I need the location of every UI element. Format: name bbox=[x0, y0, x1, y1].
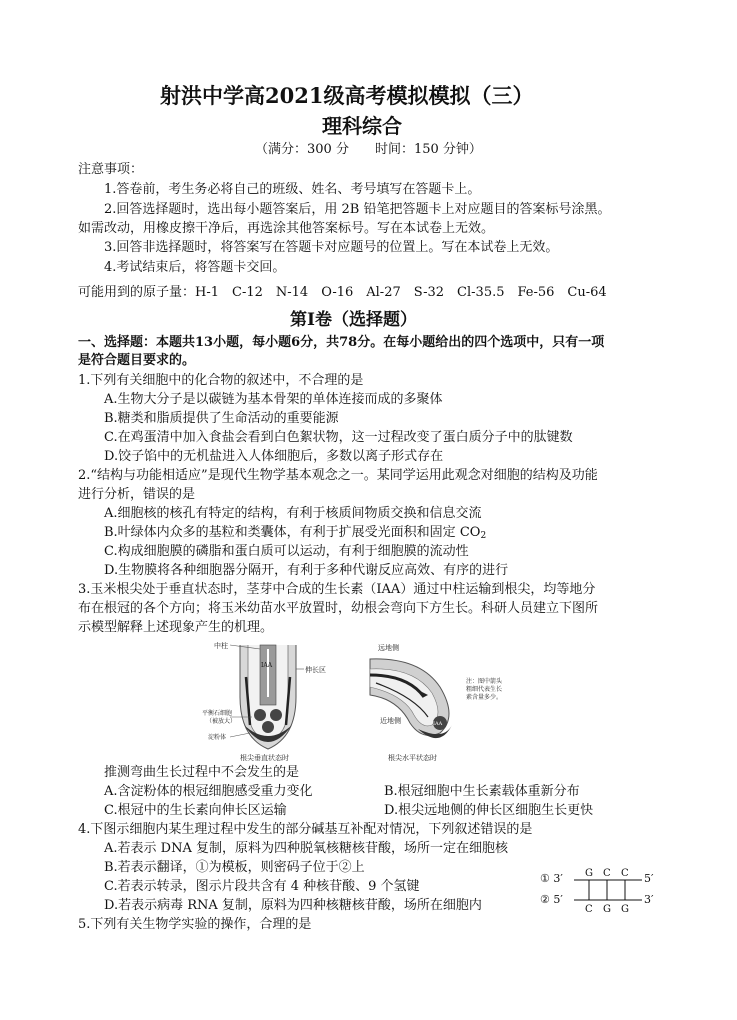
q4-option-c: C.若表示转录，图示片段共含有 4 种核苷酸、9 个氢键 bbox=[104, 879, 420, 894]
strand1-base-2: C bbox=[603, 868, 611, 879]
q1-option-b: B.糖类和脂质提供了生命活动的重要能源 bbox=[104, 411, 339, 426]
part1-intro-a: 一、选择题：本题共13小题，每小题6分，共78分。在每小题给出的四个选项中，只有一项 bbox=[78, 335, 605, 350]
q1-option-a: A.生物大分子是以碳链为基本骨架的单体连接而成的多聚体 bbox=[104, 392, 443, 407]
strand1-label: ① 3′ bbox=[540, 872, 563, 885]
vertical-root-diagram bbox=[230, 645, 304, 749]
label-zhongzhu: 中柱 bbox=[214, 642, 228, 650]
notice-item-2b: 如需改动，用橡皮擦干净后，再选涂其他答案标号。写在本试卷上无效。 bbox=[78, 221, 495, 236]
strand2-base-2: G bbox=[603, 904, 611, 915]
q2-option-b bbox=[104, 524, 486, 545]
q3-question: 推测弯曲生长过程中不会发生的是 bbox=[104, 765, 300, 780]
label-pingheng-1: 平衡石细胞 bbox=[202, 710, 233, 717]
part1-heading: 第Ⅰ卷（选择题） bbox=[290, 310, 417, 330]
q2-stem-b: 进行分析，错误的是 bbox=[78, 487, 196, 502]
q2-option-d: D.生物膜将各种细胞器分隔开，有利于多种代谢反应高效、有序的进行 bbox=[104, 563, 509, 578]
q1-option-d: D.饺子馅中的无机盐进入人体细胞后，多数以离子形式存在 bbox=[104, 449, 444, 464]
notice-item-3: 3.回答非选择题时，将答案写在答题卡对应题号的位置上。写在本试卷上无效。 bbox=[104, 240, 559, 255]
label-iaa-vertical: IAA bbox=[261, 662, 273, 669]
notice-item-4: 4.考试结束后，将答题卡交回。 bbox=[104, 260, 286, 275]
q2-stem-a: 2.“结构与功能相适应”是现代生物学基本观念之一。某同学运用此观念对细胞的结构及功能 bbox=[78, 468, 598, 483]
exam-title: 射洪中学高2021级高考模拟模拟（三） bbox=[160, 83, 534, 108]
q3-option-b: B.根冠细胞中生长素载体重新分布 bbox=[384, 784, 580, 799]
label-jindi: 近地侧 bbox=[380, 717, 401, 725]
q4-option-d: D.若表示病毒 RNA 复制，原料为四种核糖核苷酸，场所在细胞内 bbox=[104, 898, 482, 913]
strand1-base-1: G bbox=[585, 868, 593, 879]
q3-option-c: C.根冠中的生长素向伸长区运输 bbox=[104, 803, 287, 818]
q3-stem-c: 示模型解释上述现象产生的机理。 bbox=[78, 620, 274, 635]
label-pingheng-2: （被放大） bbox=[206, 718, 237, 725]
strand2-base-3: G bbox=[621, 904, 629, 915]
q5-stem: 5.下列有关生物学实验的操作，合理的是 bbox=[78, 917, 312, 932]
strand1-end: 5′ bbox=[644, 872, 654, 885]
exam-subject: 理科综合 bbox=[322, 114, 402, 138]
notice-item-1: 1.答卷前，考生务必将自己的班级、姓名、考号填写在答题卡上。 bbox=[104, 182, 481, 197]
q4-stem: 4.下图示细胞内某生理过程中发生的部分碱基互补配对情况，下列叙述错误的是 bbox=[78, 822, 533, 837]
root-gravitropism-figure bbox=[200, 637, 520, 762]
strand2-end: 3′ bbox=[644, 893, 654, 906]
q2-option-a: A.细胞核的核孔有特定的结构，有利于核质间物质交换和信息交流 bbox=[104, 506, 482, 521]
caption-vertical: 根尖垂直状态时 bbox=[240, 754, 289, 762]
q3-option-a: A.含淀粉体的根冠细胞感受重力变化 bbox=[104, 784, 313, 799]
notice-heading: 注意事项： bbox=[78, 162, 144, 177]
q1-stem: 1.下列有关细胞中的化合物的叙述中，不合理的是 bbox=[78, 373, 364, 388]
q4-option-b: B.若表示翻译，①为模板，则密码子位于②上 bbox=[104, 860, 365, 875]
base-pairing-figure bbox=[540, 866, 670, 916]
q4-option-a: A.若表示 DNA 复制，原料为四种脱氧核糖核苷酸，场所一定在细胞核 bbox=[104, 841, 508, 856]
notice-item-2a: 2.回答选择题时，选出每小题答案后，用 2B 铅笔把答题卡上对应题目的答案标号涂黑。 bbox=[104, 202, 611, 217]
strand2-base-1: C bbox=[585, 904, 593, 915]
q2-option-b-text: B.叶绿体内众多的基粒和类囊体，有利于扩展受光面积和固定 CO bbox=[104, 525, 481, 540]
note-line-3: 素含量多少。 bbox=[466, 694, 503, 701]
note-line-1: 注：图中箭头 bbox=[466, 678, 503, 685]
q2-option-c: C.构成细胞膜的磷脂和蛋白质可以运动，有利于细胞膜的流动性 bbox=[104, 544, 469, 559]
exam-meta: （满分：300 分 时间：150 分钟） bbox=[255, 142, 482, 157]
q3-stem-b: 布在根冠的各个方向；将玉米幼苗水平放置时，幼根会弯向下方生长。科研人员建立下图所 bbox=[78, 601, 599, 616]
q1-option-c: C.在鸡蛋清中加入食盐会看到白色絮状物，这一过程改变了蛋白质分子中的肽键数 bbox=[104, 430, 573, 445]
note-line-2: 粗细代表生长 bbox=[466, 686, 503, 693]
caption-horizontal: 根尖水平状态时 bbox=[388, 754, 437, 762]
label-iaa-horizontal: IAA bbox=[433, 721, 443, 727]
q2-option-b-subscript: 2 bbox=[480, 531, 487, 541]
label-dianfen: 淀粉体 bbox=[208, 734, 227, 741]
strand2-label: ② 5′ bbox=[540, 893, 563, 906]
part1-intro-b: 是符合题目要求的。 bbox=[78, 353, 196, 368]
label-shenchang: 伸长区 bbox=[305, 666, 326, 674]
label-yuandi: 远地侧 bbox=[378, 644, 399, 652]
q3-option-d: D.根尖远地侧的伸长区细胞生长更快 bbox=[384, 803, 594, 818]
q3-stem-a: 3.玉米根尖处于垂直状态时，茎芽中合成的生长素（IAA）通过中柱运输到根尖，均等地分 bbox=[78, 582, 596, 597]
strand1-base-3: C bbox=[621, 868, 629, 879]
atomic-mass-line: 可能用到的原子量：H-1 C-12 N-14 O-16 Al-27 S-32 Cl-35.5 Fe-56 Cu-64 bbox=[78, 285, 607, 300]
